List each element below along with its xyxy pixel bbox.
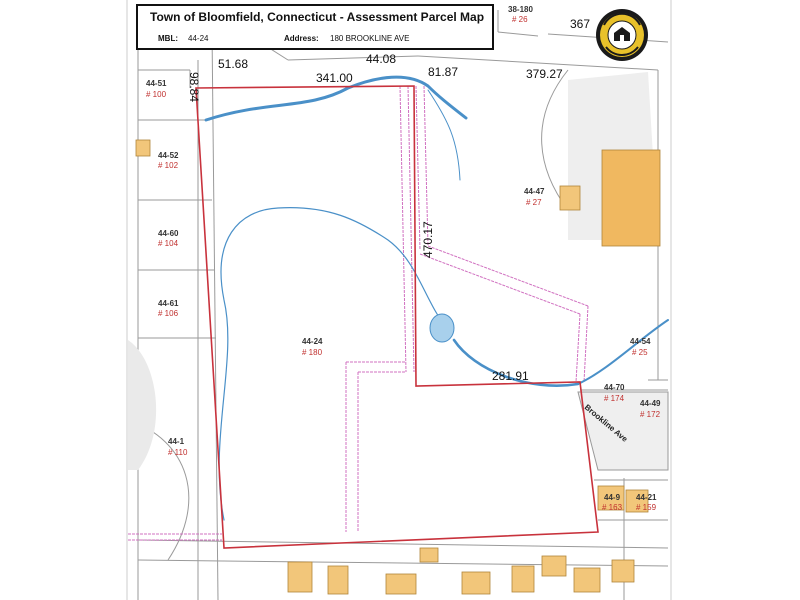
parcel-number-44-24: # 180: [302, 348, 323, 357]
parcel-number-44-47: # 27: [526, 198, 542, 207]
building-bottom-6: [512, 566, 534, 592]
street-label-brookline-ave: Brookline Ave: [582, 402, 630, 444]
parcel-number-44-52: # 102: [158, 161, 179, 170]
parcel-number-44-61: # 106: [158, 309, 179, 318]
parcel-number-44-60: # 104: [158, 239, 179, 248]
dim-367: 367: [570, 17, 591, 31]
dim-470-17: 470.17: [421, 221, 435, 258]
easement-lines: [128, 86, 588, 540]
parcel-id-44-1: 44-1: [168, 437, 185, 446]
parcel-id-38-180: 38-180: [508, 5, 533, 14]
parcel-number-44-1: # 110: [168, 448, 188, 457]
mbl-label: MBL:: [158, 34, 178, 43]
building-bottom-5: [462, 572, 490, 594]
map-header: [136, 4, 494, 50]
town-seal-icon: [594, 7, 650, 63]
parcel-id-44-70: 44-70: [604, 383, 625, 392]
map-title: Town of Bloomfield, Connecticut - Assessment Parcel Map: [150, 10, 485, 24]
dim-81-87: 81.87: [428, 65, 459, 79]
parcel-id-44-21: 44-21: [636, 493, 657, 502]
parcel-id-44-60: 44-60: [158, 229, 179, 238]
parcel-id-44-51: 44-51: [146, 79, 167, 88]
address-label: Address:: [284, 34, 319, 43]
parcel-map: [126, 0, 672, 600]
building-bottom-1: [288, 562, 312, 592]
parcel-number-38-180: # 26: [512, 15, 528, 24]
dim-379-27: 379.27: [526, 67, 563, 81]
building-large: [602, 150, 660, 246]
dim-98-84: 98.84: [187, 72, 201, 103]
building-bottom-3: [386, 574, 416, 594]
parcel-id-44-47: 44-47: [524, 187, 545, 196]
parcel-number-44-51: # 100: [146, 90, 167, 99]
dim-341-00: 341.00: [316, 71, 353, 85]
address-value: 180 BROOKLINE AVE: [330, 34, 410, 43]
building-left: [136, 140, 150, 156]
building-bottom-2: [328, 566, 348, 594]
parcel-number-44-70: # 174: [604, 394, 625, 403]
parcel-number-44-9: # 163: [602, 503, 623, 512]
building-small: [560, 186, 580, 210]
parcel-number-44-49: # 172: [640, 410, 661, 419]
parcel-number-44-54: # 25: [632, 348, 648, 357]
parcel-id-44-61: 44-61: [158, 299, 179, 308]
parcel-id-44-54: 44-54: [630, 337, 651, 346]
dim-44-08: 44.08: [366, 52, 397, 66]
dim-51-68: 51.68: [218, 57, 249, 71]
map-canvas: [128, 0, 670, 600]
parcel-id-44-49: 44-49: [640, 399, 661, 408]
subject-parcel-boundary: [196, 86, 598, 548]
parcel-id-44-52: 44-52: [158, 151, 179, 160]
mbl-value: 44-24: [188, 34, 209, 43]
building-bottom-4: [420, 548, 438, 562]
dim-281-91: 281.91: [492, 369, 529, 383]
building-bottom-8: [574, 568, 600, 592]
parcel-id-44-24: 44-24: [302, 337, 323, 346]
building-bottom-7: [542, 556, 566, 576]
building-bottom-9: [612, 560, 634, 582]
parcel-number-44-21: # 159: [636, 503, 657, 512]
parcel-id-44-9: 44-9: [604, 493, 621, 502]
